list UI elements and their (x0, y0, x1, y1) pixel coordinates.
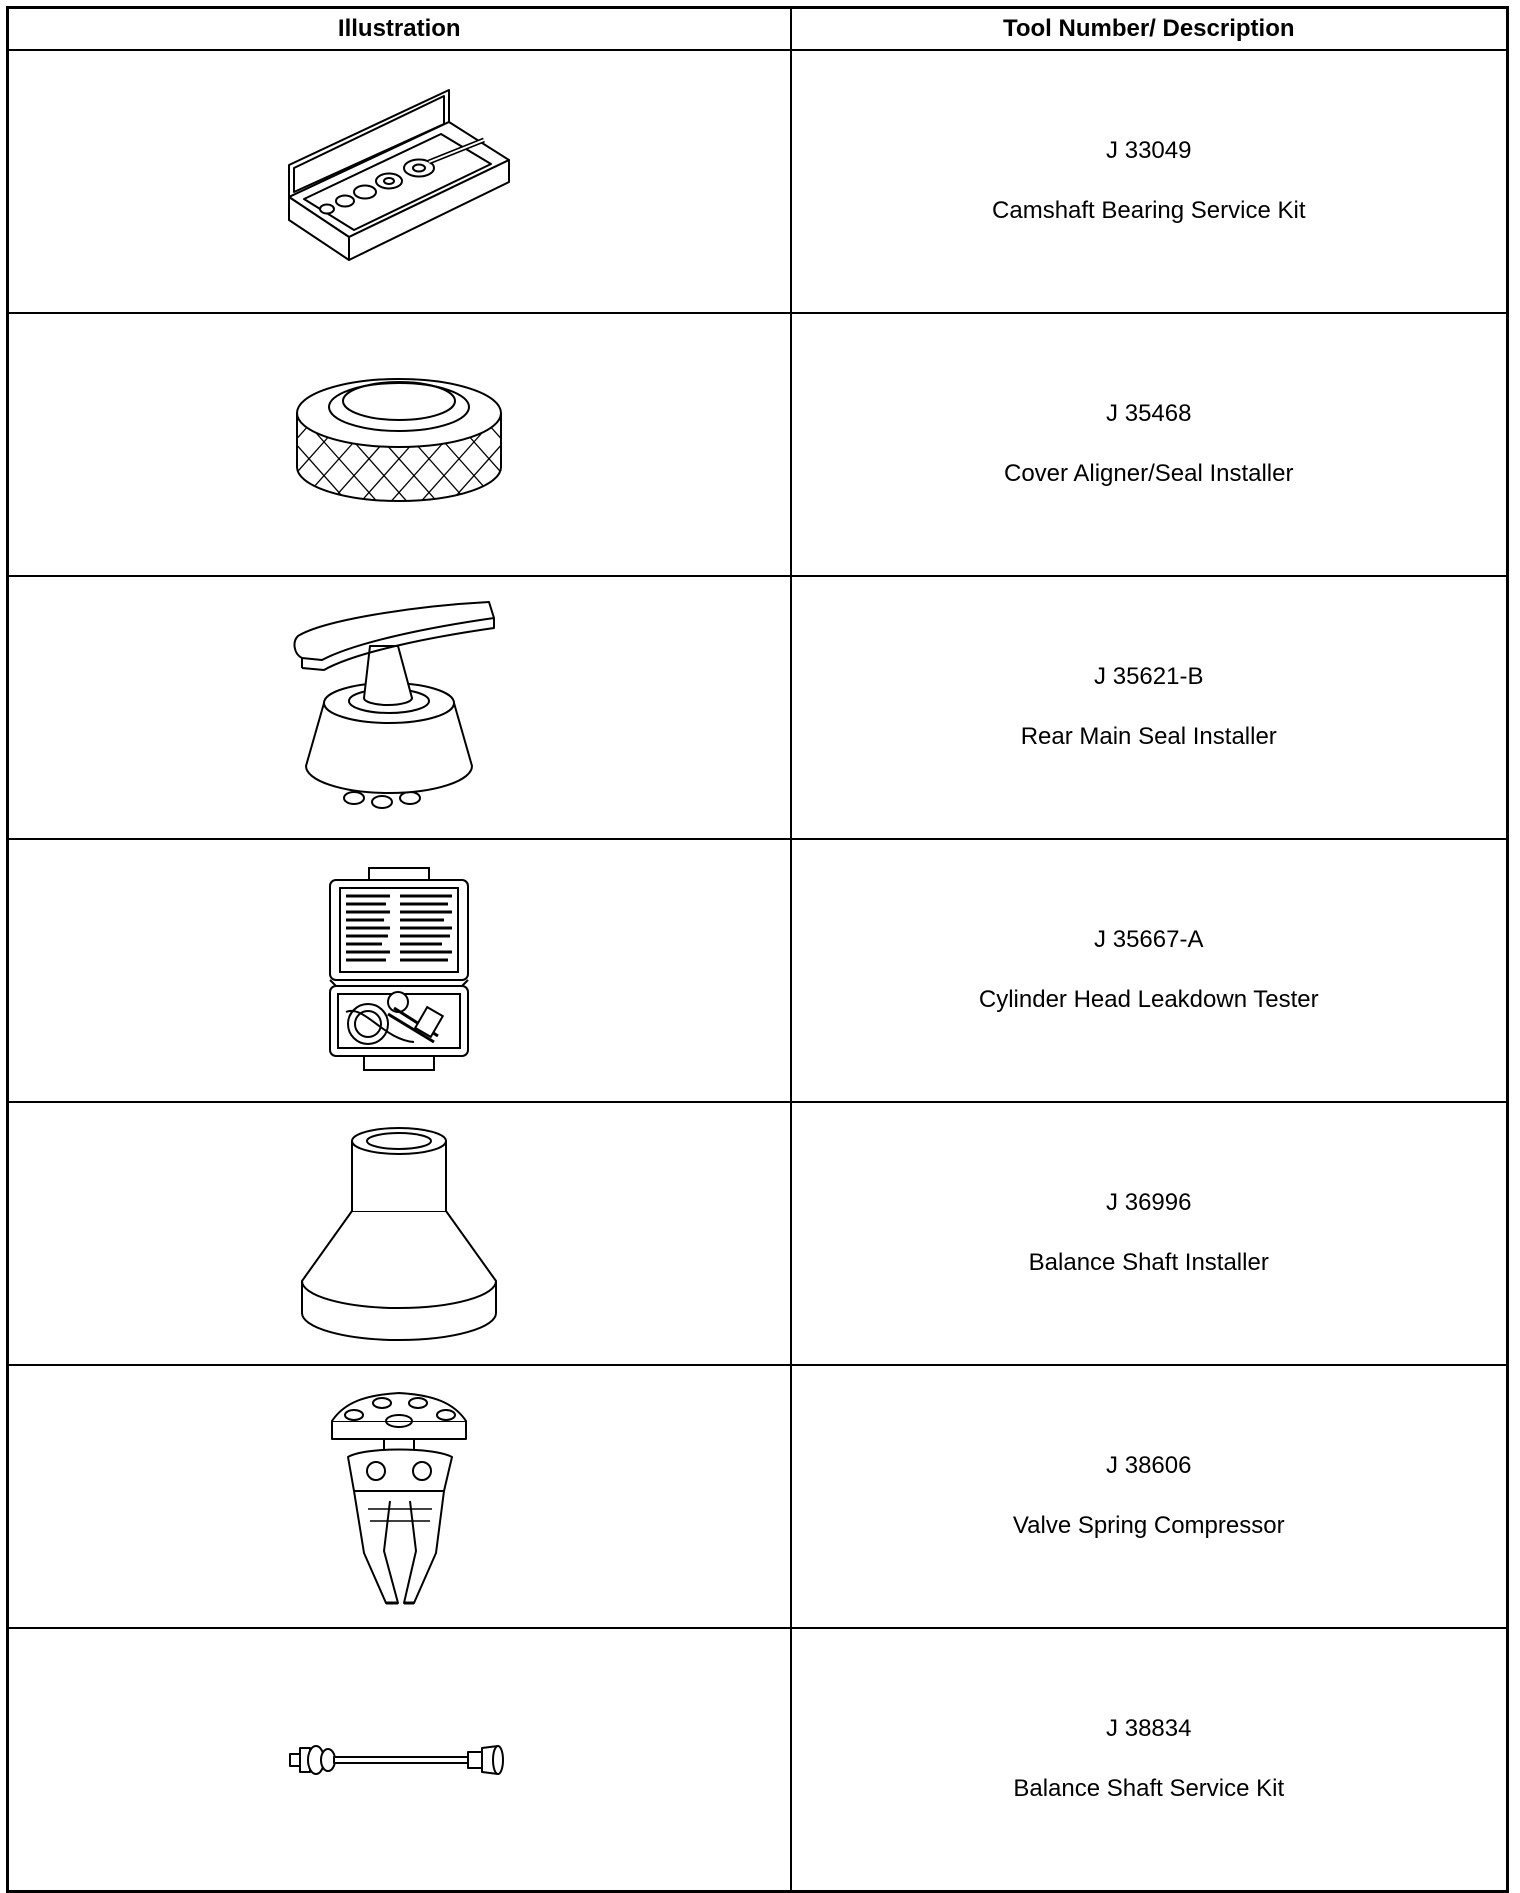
tool-info-cell (791, 313, 1508, 576)
table-row (8, 576, 1508, 839)
camshaft-bearing-kit-case-icon (279, 82, 519, 282)
tool-number: J 38606 (1106, 1452, 1192, 1480)
illustration-cell (8, 50, 791, 313)
illustration-cell (8, 576, 791, 839)
table-row (8, 1365, 1508, 1628)
tool-description: Balance Shaft Service Kit (1013, 1775, 1285, 1802)
illustration-cell (8, 313, 791, 576)
table-row (8, 1102, 1508, 1365)
table-row (8, 50, 1508, 313)
table-row (8, 839, 1508, 1102)
tool-number: J 35667-A (1094, 926, 1204, 954)
tool-number: J 33049 (1106, 137, 1192, 165)
tool-number: J 35468 (1106, 400, 1192, 428)
tool-number: J 35621-B (1094, 663, 1204, 691)
valve-spring-compressor-icon (324, 1381, 474, 1613)
illustration-cell (8, 1102, 791, 1365)
tool-info-cell (791, 1628, 1508, 1892)
tool-description: Balance Shaft Installer (1028, 1249, 1269, 1276)
tool-info-cell (791, 839, 1508, 1102)
tool-number: J 36996 (1106, 1189, 1192, 1217)
tool-info-cell (791, 1365, 1508, 1628)
table-header-row (8, 8, 1508, 51)
illustration-cell (8, 1365, 791, 1628)
t-handle-seal-installer-icon (284, 598, 514, 818)
tool-description: Rear Main Seal Installer (1020, 723, 1277, 750)
tool-description: Valve Spring Compressor (1012, 1512, 1285, 1539)
tool-description: Cylinder Head Leakdown Tester (978, 986, 1319, 1013)
tool-description: Camshaft Bearing Service Kit (992, 197, 1306, 224)
header-tool-number-description: Tool Number/ Description (791, 8, 1508, 51)
illustration-cell (8, 839, 791, 1102)
tool-description: Cover Aligner/Seal Installer (1004, 460, 1294, 487)
knurled-cover-aligner-icon (289, 355, 509, 535)
leakdown-tester-case-icon (324, 864, 474, 1078)
table-row (8, 313, 1508, 576)
special-tools-table (6, 6, 1509, 1893)
conical-shaft-installer-icon (294, 1121, 504, 1347)
tool-number: J 38834 (1106, 1715, 1192, 1743)
header-illustration: Illustration (8, 8, 791, 51)
tool-info-cell (791, 576, 1508, 839)
tool-info-cell (791, 1102, 1508, 1365)
table-row (8, 1628, 1508, 1892)
illustration-cell (8, 1628, 791, 1892)
balance-shaft-rod-icon (284, 1730, 514, 1790)
tool-info-cell (791, 50, 1508, 313)
